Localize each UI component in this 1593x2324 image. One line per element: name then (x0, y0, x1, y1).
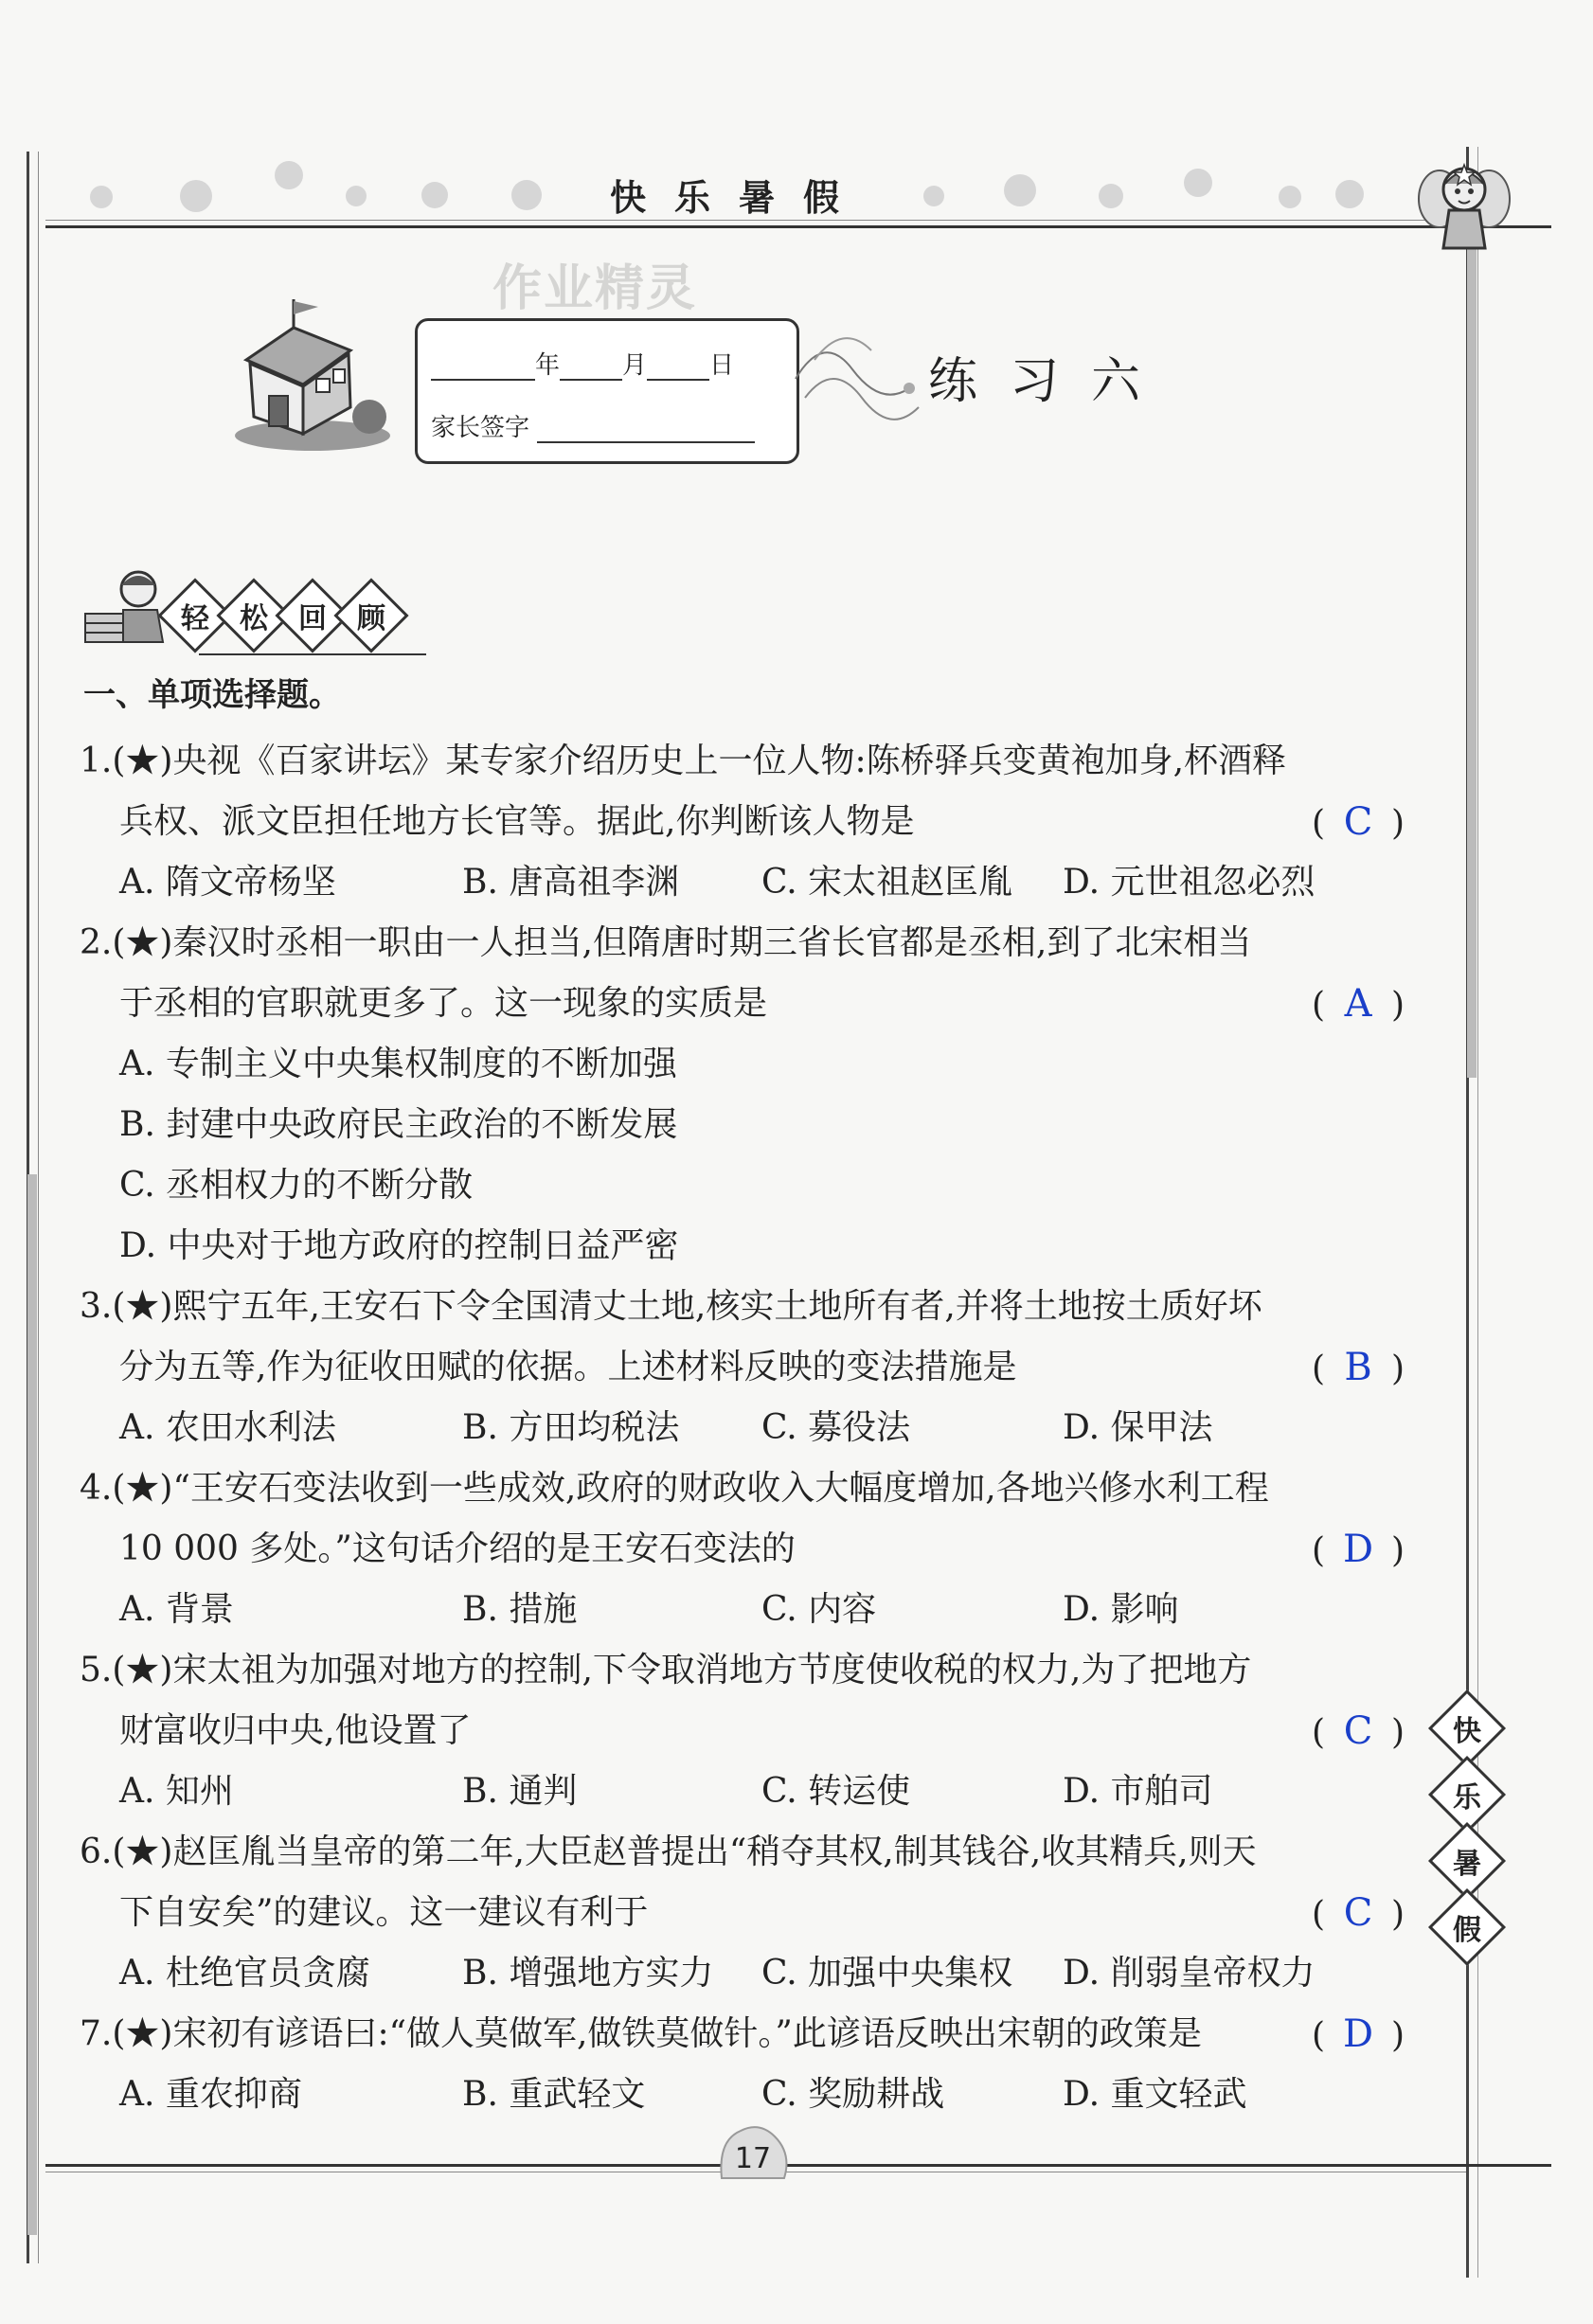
side-tab: 快 (1428, 1689, 1506, 1767)
option: D. 元世祖忽必烈 (1063, 863, 1316, 902)
question-5-stem: 5.(★)宋太祖为加强对地方的控制,下令取消地方节度使收税的权力,为了把地方 (80, 1651, 1252, 1689)
section-badge: 轻 (157, 578, 232, 653)
answer-mark: C (1343, 1891, 1373, 1935)
option: B. 措施 (462, 1590, 578, 1629)
option: D. 保甲法 (1063, 1408, 1213, 1447)
month-label: 月 (622, 351, 648, 380)
day-label: 日 (709, 351, 735, 380)
question-4-stem-cont: 10 000 多处。”这句话介绍的是王安石变法的 (119, 1529, 796, 1568)
section-badge: 顾 (333, 578, 408, 653)
option: C. 内容 (761, 1590, 877, 1629)
question-1-stem: 1.(★)央视《百家讲坛》某专家介绍历史上一位人物:陈桥驿兵变黄袍加身,杯酒释 (80, 742, 1287, 780)
option: D. 重文轻武 (1063, 2075, 1247, 2114)
option: A. 知州 (119, 1772, 234, 1811)
date-line (431, 346, 734, 381)
option: B. 增强地方实力 (462, 1954, 714, 1993)
footer-rule (45, 2164, 1551, 2167)
reading-kid-icon (81, 566, 176, 652)
section-badge: 回 (275, 578, 349, 653)
option: B. 重武轻文 (462, 2075, 646, 2114)
question-7-answer: ( D ) (1312, 2004, 1405, 2066)
option: A. 背景 (119, 1590, 234, 1629)
question-2-stem: 2.(★)秦汉时丞相一职由一人担当,但隋唐时期三省长官都是丞相,到了北宋相当 (80, 923, 1252, 962)
left-border-thin (38, 152, 39, 2263)
answer-mark: C (1343, 800, 1373, 844)
option: B. 方田均税法 (462, 1408, 680, 1447)
year-label: 年 (535, 351, 561, 380)
option: D. 削弱皇帝权力 (1063, 1954, 1316, 1993)
signature-line (431, 408, 755, 443)
option: A. 重农抑商 (119, 2075, 302, 2114)
date-signature-box (415, 318, 799, 464)
month-blank[interactable] (560, 354, 622, 381)
school-house-icon (227, 294, 393, 455)
question-2-stem-cont: 于丞相的官职就更多了。这一现象的实质是 (119, 984, 768, 1023)
option: C. 转运使 (761, 1772, 911, 1811)
question-3-answer: ( B ) (1312, 1337, 1405, 1400)
option: C. 奖励耕战 (761, 2075, 945, 2114)
header-title: 快乐暑假 (609, 177, 868, 219)
decorative-swirl-icon (786, 322, 928, 436)
question-6-stem-cont: 下自安矣”的建议。这一建议有利于 (119, 1893, 649, 1932)
option: A. 农田水利法 (119, 1408, 336, 1447)
option: B. 封建中央政府民主政治的不断发展 (119, 1105, 678, 1144)
option: C. 丞相权力的不断分散 (119, 1166, 474, 1205)
answer-mark: A (1344, 982, 1372, 1026)
option: D. 影响 (1063, 1590, 1179, 1629)
question-4-answer: ( D ) (1312, 1519, 1405, 1582)
section-underline (199, 653, 426, 655)
right-border-thin (1477, 147, 1478, 2278)
option: B. 唐高祖李渊 (462, 863, 680, 902)
side-tab: 暑 (1428, 1822, 1506, 1900)
left-gray-strip (27, 1174, 37, 2235)
question-6-stem: 6.(★)赵匡胤当皇帝的第二年,大臣赵普提出“稍夺其权,制其钱谷,收其精兵,则天 (80, 1832, 1257, 1871)
option: A. 杜绝官员贪腐 (119, 1954, 370, 1993)
section-header (169, 589, 398, 642)
watermark: 作业精灵 (492, 260, 698, 317)
question-1-answer: ( C ) (1312, 792, 1405, 854)
exercise-title: 练习六 (928, 353, 1173, 410)
option: B. 通判 (462, 1772, 578, 1811)
answer-mark: D (1343, 2012, 1374, 2056)
answer-mark: D (1343, 1528, 1374, 1571)
page-number: 17 (734, 2142, 772, 2175)
option: C. 募役法 (761, 1408, 911, 1447)
signature-blank[interactable] (537, 417, 755, 443)
fairy-mascot-icon (1411, 152, 1515, 265)
year-blank[interactable] (431, 354, 535, 381)
option: C. 宋太祖赵匡胤 (761, 863, 1013, 902)
option: D. 中央对于地方政府的控制日益严密 (119, 1226, 679, 1265)
answer-mark: B (1344, 1346, 1372, 1389)
section-heading: 一、单项选择题。 (83, 676, 341, 714)
side-tab: 假 (1428, 1888, 1506, 1966)
option: A. 隋文帝杨坚 (119, 863, 336, 902)
question-6-answer: ( C ) (1312, 1883, 1405, 1945)
option: C. 加强中央集权 (761, 1954, 1013, 1993)
question-3-stem: 3.(★)熙宁五年,王安石下令全国清丈土地,核实土地所有者,并将土地按土质好坏 (80, 1287, 1262, 1326)
day-blank[interactable] (647, 354, 709, 381)
header-rule (45, 225, 1551, 228)
question-7-stem: 7.(★)宋初有谚语曰:“做人莫做军,做铁莫做针。”此谚语反映出宋朝的政策是 (80, 2014, 1202, 2053)
question-4-stem: 4.(★)“王安石变法收到一些成效,政府的财政收入大幅度增加,各地兴修水利工程 (80, 1469, 1269, 1508)
question-2-answer: ( A ) (1312, 974, 1405, 1036)
side-tab: 乐 (1428, 1756, 1506, 1833)
option: D. 市舶司 (1063, 1772, 1213, 1811)
question-5-answer: ( C ) (1312, 1701, 1405, 1763)
right-gray-strip (1467, 225, 1477, 1078)
answer-mark: C (1343, 1709, 1373, 1753)
question-1-stem-cont: 兵权、派文臣担任地方长官等。据此,你判断该人物是 (119, 802, 915, 841)
question-5-stem-cont: 财富收归中央,他设置了 (119, 1711, 472, 1750)
question-3-stem-cont: 分为五等,作为征收田赋的依据。上述材料反映的变法措施是 (119, 1348, 1017, 1386)
option: A. 专制主义中央集权制度的不断加强 (119, 1045, 677, 1083)
section-badge: 松 (216, 578, 291, 653)
signature-label: 家长签字 (431, 414, 530, 442)
